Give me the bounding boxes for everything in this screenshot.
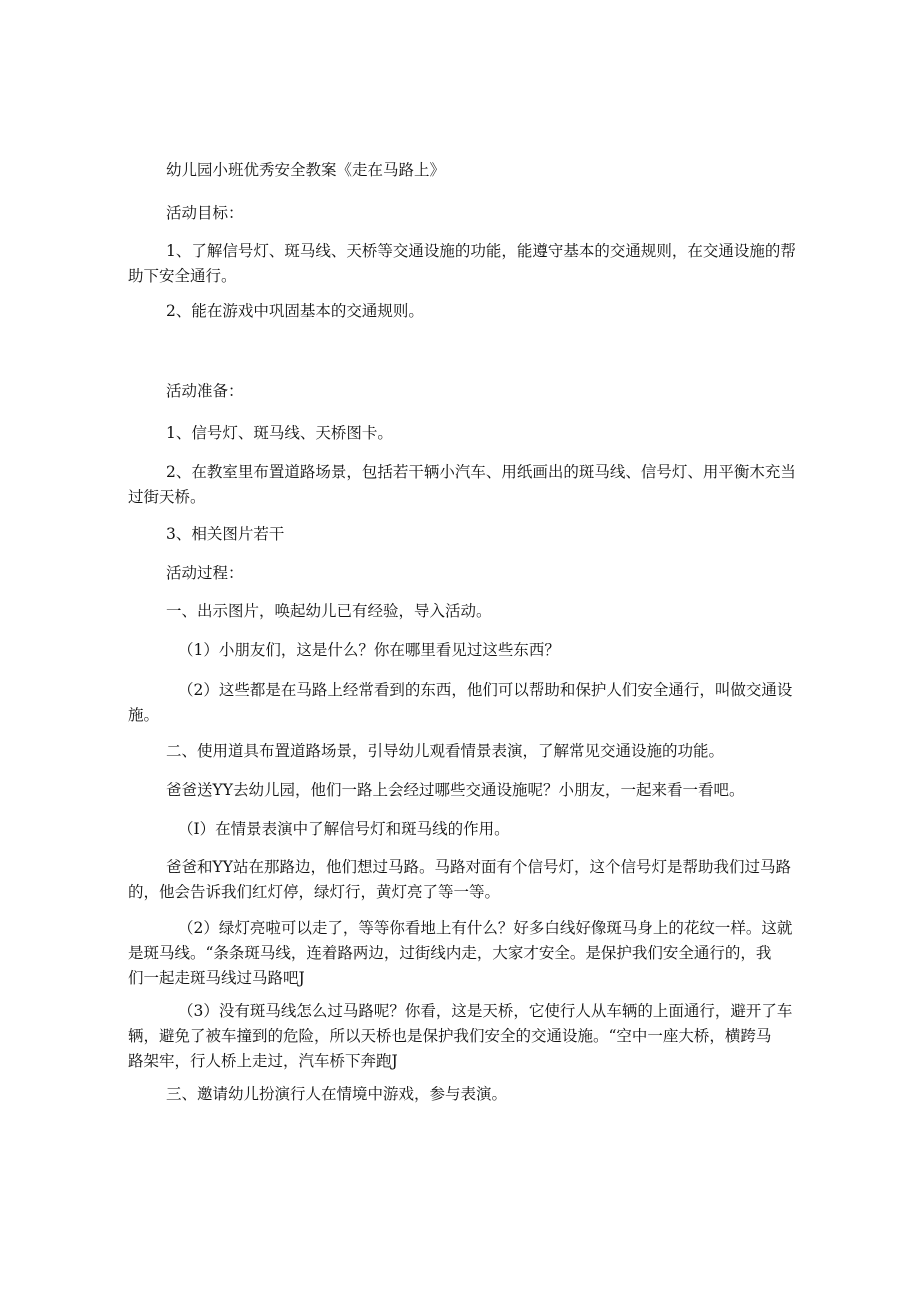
step-2-sub-1-line-2: 的，他会告诉我们红灯停，绿灯行，黄灯亮了等一等。	[128, 883, 501, 901]
step-1-question-2-line-1: （2）这些都是在马路上经常看到的东西，他们可以帮助和保护人们安全通行，叫做交通设	[178, 681, 793, 699]
step-2-sub-1-heading-line: （I）在情景表演中了解信号灯和斑马线的作用。	[178, 820, 510, 838]
step-3-line: 三、邀请幼儿扮演行人在情境中游戏，参与表演。	[166, 1085, 508, 1103]
step-2-sub-1-line-1: 爸爸和YY站在那路边，他们想过马路。马路对面有个信号灯，这个信号灯是帮助我们过马路	[166, 858, 791, 876]
prep-2-line-2: 过街天桥。	[128, 488, 206, 506]
step-2-intro-line: 爸爸送YY去幼儿园，他们一路上会经过哪些交通设施呢？小朋友，一起来看一看吧。	[166, 781, 745, 799]
goal-2-line: 2、能在游戏中巩固基本的交通规则。	[166, 302, 424, 320]
prep-heading-text: 活动准备：	[166, 382, 244, 400]
step-2-sub-3-line-3: 路架牢，行人桥上走过，汽车桥下奔跑J	[128, 1052, 398, 1070]
goals-heading-text: 活动目标：	[166, 204, 244, 222]
step-1-question-1-line: （1）小朋友们，这是什么？你在哪里看见过这些东西？	[178, 641, 560, 659]
step-2-sub-3-line-2: 辆，避免了被车撞到的危险，所以天桥也是保护我们安全的交通设施。“空中一座大桥，横跨马	[128, 1027, 772, 1045]
step-2-sub-2-line-2: 是斑马线。“条条斑马线，连着路两边，过街线内走，大家才安全。是保护我们安全通行的，我	[128, 944, 772, 962]
step-2-sub-2-line-1: （2）绿灯亮啦可以走了，等等你看地上有什么？好多白线好像斑马身上的花纹一样。这就	[178, 919, 793, 937]
step-1-question-2-line-2: 施。	[128, 706, 160, 724]
prep-3-line: 3、相关图片若干	[166, 525, 285, 543]
step-2-line: 二、使用道具布置道路场景，引导幼儿观看情景表演，了解常见交通设施的功能。	[166, 742, 725, 760]
goal-1-line-2: 助下安全通行。	[128, 267, 237, 285]
document-title-text: 幼儿园小班优秀安全教案《走在马路上》	[166, 161, 446, 179]
goal-1-line-1: 1、了解信号灯、斑马线、天桥等交通设施的功能，能遵守基本的交通规则，在交通设施的帮	[166, 242, 796, 260]
step-2-sub-2-line-3: 们一起走斑马线过马路吧J	[128, 969, 305, 987]
prep-2-line-1: 2、在教室里布置道路场景，包括若干辆小汽车、用纸画出的斑马线、信号灯、用平衡木充当	[166, 463, 796, 481]
prep-1-line: 1、信号灯、斑马线、天桥图卡。	[166, 424, 393, 442]
step-2-sub-3-line-1: （3）没有斑马线怎么过马路呢？你看，这是天桥，它使行人从车辆的上面通行，避开了车	[178, 1002, 793, 1020]
step-1-line: 一、出示图片，唤起幼儿已有经验，导入活动。	[166, 602, 492, 620]
process-heading-text: 活动过程：	[166, 564, 244, 582]
